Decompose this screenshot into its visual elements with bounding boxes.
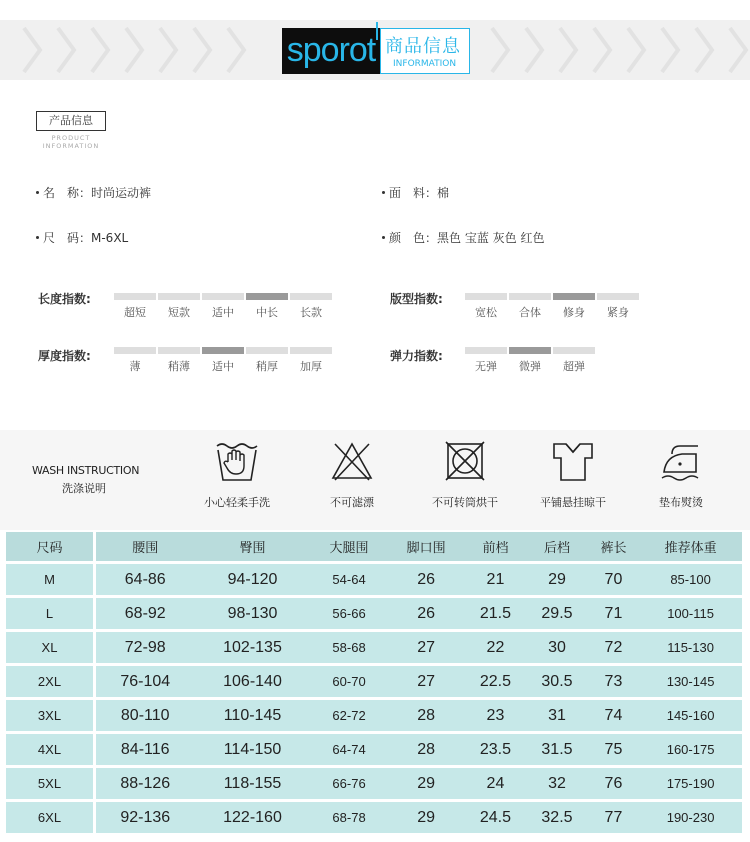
size-table-cell: 84-116 xyxy=(96,734,194,768)
size-table-header-cell: 前档 xyxy=(465,532,527,564)
wash-item-hand-wash xyxy=(182,438,292,510)
size-table-cell: 76-104 xyxy=(96,666,194,700)
scale-option-label: 短款 xyxy=(168,306,190,319)
scale-bar xyxy=(114,293,156,300)
scale-bar xyxy=(290,293,332,300)
size-table-cell: 60-70 xyxy=(311,666,388,700)
size-table-cell: 24.5 xyxy=(465,802,527,836)
size-table-cell: 106-140 xyxy=(194,666,310,700)
size-table-cell: XL xyxy=(6,632,96,666)
scale-option-label: 薄 xyxy=(129,360,141,373)
scale-bar xyxy=(509,293,551,300)
attr-color-text: 颜 色：黑色 宝蓝 灰色 红色 xyxy=(389,231,545,245)
attr-name xyxy=(36,184,151,201)
scale-segment xyxy=(553,293,595,320)
size-table-cell: 145-160 xyxy=(639,700,742,734)
size-table-cell: 27 xyxy=(388,666,465,700)
chevron-icon xyxy=(226,26,248,74)
chevron-icon xyxy=(592,26,614,74)
size-table-cell: 66-76 xyxy=(311,768,388,802)
size-table-cell: 76 xyxy=(588,768,639,802)
scale-option-label: 超短 xyxy=(124,306,146,319)
scale-segment xyxy=(290,347,332,374)
elasticity-index-title: 弹力指数: xyxy=(390,349,443,363)
size-table-cell: 92-136 xyxy=(96,802,194,836)
size-table-cell: 4XL xyxy=(6,734,96,768)
size-table-cell: 175-190 xyxy=(639,768,742,802)
scale-bar xyxy=(158,293,200,300)
scale-bar xyxy=(597,293,639,300)
thickness-index-title: 厚度指数: xyxy=(38,349,91,363)
size-table-cell: 29.5 xyxy=(526,598,588,632)
size-table-cell: 21.5 xyxy=(465,598,527,632)
fit-index-scale xyxy=(465,293,639,320)
scale-option-label: 修身 xyxy=(563,306,585,319)
size-table-cell: 77 xyxy=(588,802,639,836)
size-table-cell: 32.5 xyxy=(526,802,588,836)
size-table-cell: L xyxy=(6,598,96,632)
size-table-header-cell: 腰围 xyxy=(96,532,194,564)
size-table-row xyxy=(6,666,742,700)
size-table-cell: 62-72 xyxy=(311,700,388,734)
size-table-cell: 29 xyxy=(388,768,465,802)
scale-bar-selected xyxy=(202,347,244,354)
size-table-cell: 75 xyxy=(588,734,639,768)
bullet-icon xyxy=(36,236,39,239)
scale-segment xyxy=(509,347,551,374)
chevron-icon xyxy=(694,26,716,74)
size-table-header-row xyxy=(6,532,742,564)
scale-option-label: 紧身 xyxy=(607,306,629,319)
size-table-cell: 21 xyxy=(465,564,527,598)
attr-size xyxy=(36,229,128,246)
scale-option-label: 加厚 xyxy=(300,360,322,373)
size-table-cell: 68-92 xyxy=(96,598,194,632)
size-table-header-cell: 脚口围 xyxy=(388,532,465,564)
scale-segment xyxy=(158,293,200,320)
scale-bar xyxy=(290,347,332,354)
chevron-icon xyxy=(90,26,112,74)
scale-bar xyxy=(465,293,507,300)
attr-size-text: 尺 码：M-6XL xyxy=(43,231,129,245)
wash-item-label: 不可转筒烘干 xyxy=(432,496,498,509)
scale-segment xyxy=(290,293,332,320)
wash-item-no-bleach xyxy=(297,438,407,510)
chevron-icon xyxy=(22,26,44,74)
size-table-cell: 2XL xyxy=(6,666,96,700)
size-table-cell: 29 xyxy=(388,802,465,836)
size-table-cell: 118-155 xyxy=(194,768,310,802)
size-table-cell: 85-100 xyxy=(639,564,742,598)
size-table-header-cell: 后档 xyxy=(526,532,588,564)
size-table-cell: 5XL xyxy=(6,768,96,802)
size-table-cell: 64-74 xyxy=(311,734,388,768)
scale-bar xyxy=(158,347,200,354)
brand-logo xyxy=(282,28,380,74)
bullet-icon xyxy=(382,191,385,194)
size-table-cell: M xyxy=(6,564,96,598)
fit-index-title: 版型指数: xyxy=(390,292,443,306)
size-table-row xyxy=(6,768,742,802)
size-table-cell: 28 xyxy=(388,734,465,768)
size-table-cell: 26 xyxy=(388,598,465,632)
scale-bar-selected xyxy=(553,293,595,300)
scale-bar xyxy=(114,347,156,354)
size-table-cell: 115-130 xyxy=(639,632,742,666)
chevron-icon xyxy=(728,26,750,74)
chevron-icon xyxy=(56,26,78,74)
scale-segment xyxy=(246,293,288,320)
chevron-icon xyxy=(158,26,180,74)
chevron-icon xyxy=(626,26,648,74)
size-table-cell: 94-120 xyxy=(194,564,310,598)
size-table-cell: 58-68 xyxy=(311,632,388,666)
scale-bar xyxy=(465,347,507,354)
wash-item-label: 垫布熨烫 xyxy=(659,496,703,509)
chevron-icon xyxy=(660,26,682,74)
size-table-header-cell: 臀围 xyxy=(194,532,310,564)
scale-option-label: 适中 xyxy=(212,306,234,319)
chevron-icon xyxy=(124,26,146,74)
no-bleach-icon xyxy=(329,438,375,484)
size-table-cell: 30.5 xyxy=(526,666,588,700)
thickness-index-scale xyxy=(114,347,332,374)
wash-item-hang-dry xyxy=(518,438,628,510)
size-table-cell: 70 xyxy=(588,564,639,598)
scale-bar xyxy=(553,347,595,354)
size-table-cell: 27 xyxy=(388,632,465,666)
size-table-cell: 88-126 xyxy=(96,768,194,802)
size-table-cell: 29 xyxy=(526,564,588,598)
size-table-cell: 68-78 xyxy=(311,802,388,836)
scale-segment xyxy=(202,293,244,320)
length-index-scale xyxy=(114,293,332,320)
size-table-cell: 74 xyxy=(588,700,639,734)
scale-option-label: 稍厚 xyxy=(256,360,278,373)
wash-item-label: 小心轻柔手洗 xyxy=(204,496,270,509)
size-table-cell: 71 xyxy=(588,598,639,632)
size-table-cell: 31.5 xyxy=(526,734,588,768)
product-info-sub-line1: PRODUCT xyxy=(51,134,91,142)
size-table-cell: 30 xyxy=(526,632,588,666)
size-table-cell: 54-64 xyxy=(311,564,388,598)
size-table-cell: 160-175 xyxy=(639,734,742,768)
size-table-cell: 73 xyxy=(588,666,639,700)
hand-wash-icon xyxy=(214,438,260,484)
scale-bar-selected xyxy=(246,293,288,300)
size-table-cell: 23.5 xyxy=(465,734,527,768)
size-table-body xyxy=(6,564,742,836)
scale-option-label: 稍薄 xyxy=(168,360,190,373)
header-title-cn: 商品信息 xyxy=(385,36,461,57)
scale-bar xyxy=(246,347,288,354)
size-table-header-cell: 推荐体重 xyxy=(639,532,742,564)
size-table-row xyxy=(6,632,742,666)
size-table-cell: 190-230 xyxy=(639,802,742,836)
size-table-cell: 32 xyxy=(526,768,588,802)
wash-title: WASH INSTRUCTION xyxy=(32,464,140,477)
size-table-cell: 24 xyxy=(465,768,527,802)
length-index-title: 长度指数: xyxy=(38,292,91,306)
size-table-row xyxy=(6,700,742,734)
wash-item-iron xyxy=(626,438,736,510)
size-table-row xyxy=(6,564,742,598)
size-table-cell: 22.5 xyxy=(465,666,527,700)
attr-color xyxy=(382,229,544,246)
wash-item-no-tumble-dry xyxy=(410,438,520,510)
scale-segment xyxy=(553,347,595,374)
size-table-cell: 64-86 xyxy=(96,564,194,598)
scale-bar xyxy=(202,293,244,300)
wash-item-label: 不可滤漂 xyxy=(330,496,374,509)
chevron-icon xyxy=(192,26,214,74)
size-table-row xyxy=(6,598,742,632)
scale-segment xyxy=(465,293,507,320)
size-table-cell: 114-150 xyxy=(194,734,310,768)
header-banner xyxy=(0,20,750,80)
header-title-box xyxy=(380,28,470,74)
attr-material-text: 面 料：棉 xyxy=(389,186,450,200)
size-table-cell: 31 xyxy=(526,700,588,734)
size-table-cell: 130-145 xyxy=(639,666,742,700)
scale-option-label: 中长 xyxy=(256,306,278,319)
scale-segment xyxy=(158,347,200,374)
size-table-cell: 122-160 xyxy=(194,802,310,836)
no-tumble-dry-icon xyxy=(442,438,488,484)
size-table-header-cell: 裤长 xyxy=(588,532,639,564)
chevron-icon xyxy=(490,26,512,74)
size-table-header-cell: 尺码 xyxy=(6,532,96,564)
scale-segment xyxy=(465,347,507,374)
size-table-cell: 6XL xyxy=(6,802,96,836)
logo-cursor-mark xyxy=(376,22,378,40)
hang-dry-icon xyxy=(550,438,596,484)
scale-segment xyxy=(509,293,551,320)
size-table-cell: 72 xyxy=(588,632,639,666)
scale-segment xyxy=(202,347,244,374)
attr-name-text: 名 称：时尚运动裤 xyxy=(43,186,152,200)
elasticity-index-scale xyxy=(465,347,595,374)
scale-option-label: 合体 xyxy=(519,306,541,319)
size-table-cell: 72-98 xyxy=(96,632,194,666)
brand-logo-text: sporot xyxy=(286,31,376,69)
header-title-en: INFORMATION xyxy=(393,59,457,69)
chevron-icon xyxy=(558,26,580,74)
size-table xyxy=(6,532,742,836)
product-info-subtitle xyxy=(36,134,106,150)
scale-option-label: 适中 xyxy=(212,360,234,373)
wash-instruction-section xyxy=(0,430,750,530)
wash-subtitle: 洗涤说明 xyxy=(62,482,106,495)
scale-segment xyxy=(114,347,156,374)
size-table-cell: 80-110 xyxy=(96,700,194,734)
scale-segment xyxy=(597,293,639,320)
scale-bar-selected xyxy=(509,347,551,354)
wash-item-label: 平铺悬挂晾干 xyxy=(540,496,606,509)
scale-option-label: 长款 xyxy=(300,306,322,319)
chevron-icon xyxy=(524,26,546,74)
size-table-cell: 110-145 xyxy=(194,700,310,734)
size-table-cell: 98-130 xyxy=(194,598,310,632)
size-table-cell: 3XL xyxy=(6,700,96,734)
iron-icon xyxy=(658,438,704,484)
scale-segment xyxy=(114,293,156,320)
size-table-row xyxy=(6,802,742,836)
size-table-cell: 28 xyxy=(388,700,465,734)
scale-option-label: 宽松 xyxy=(475,306,497,319)
scale-option-label: 微弹 xyxy=(519,360,541,373)
scale-option-label: 无弹 xyxy=(475,360,497,373)
size-table-cell: 22 xyxy=(465,632,527,666)
size-table-row xyxy=(6,734,742,768)
size-table-cell: 26 xyxy=(388,564,465,598)
scale-segment xyxy=(246,347,288,374)
bullet-icon xyxy=(382,236,385,239)
scale-option-label: 超弹 xyxy=(563,360,585,373)
bullet-icon xyxy=(36,191,39,194)
product-info-label: 产品信息 xyxy=(36,111,106,131)
size-table-cell: 56-66 xyxy=(311,598,388,632)
size-table-cell: 100-115 xyxy=(639,598,742,632)
size-table-cell: 23 xyxy=(465,700,527,734)
size-table-header-cell: 大腿围 xyxy=(311,532,388,564)
size-table-cell: 102-135 xyxy=(194,632,310,666)
attr-material xyxy=(382,184,449,201)
product-info-sub-line2: INFORMATION xyxy=(42,142,100,150)
